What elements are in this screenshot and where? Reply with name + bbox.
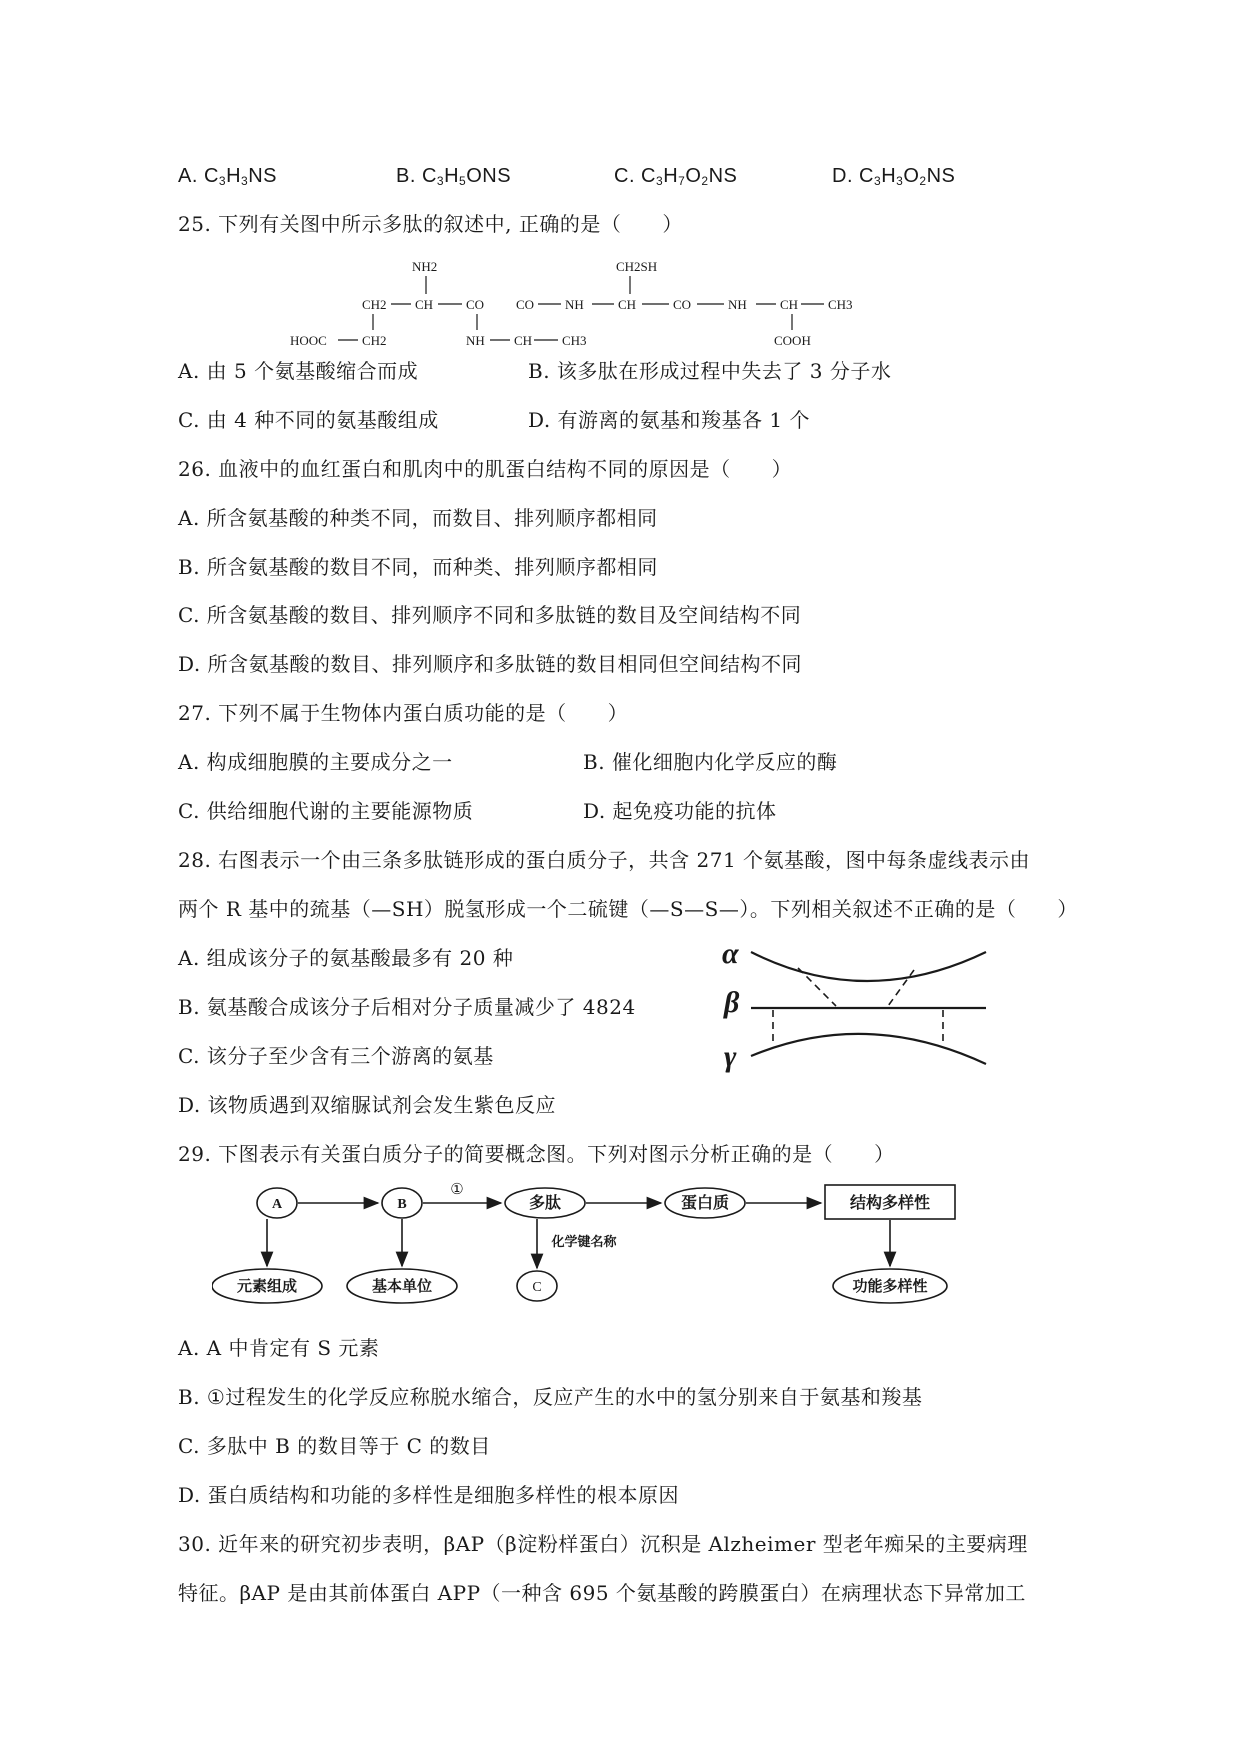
- q27-option-a: A. 构成细胞膜的主要成分之一: [178, 750, 453, 774]
- step-1-label: ①: [450, 1182, 464, 1198]
- formula-nh-c: NH: [728, 297, 747, 312]
- q29-option-c: C. 多肽中 B 的数目等于 C 的数目: [178, 1434, 491, 1458]
- formula-ch3-c: CH3: [828, 297, 853, 312]
- disulfide-bond-2: [888, 970, 914, 1006]
- node-elements-label: 元素组成: [236, 1279, 298, 1295]
- formula-ch-d: CH: [514, 333, 533, 348]
- gamma-chain: [751, 1034, 986, 1064]
- bond-name-label: 化学键名称: [551, 1234, 617, 1249]
- q24-option-c: C. $C_3H_7O_2NS$: [614, 165, 738, 188]
- q24-option-d: D. $C_3H_3O_2NS$: [832, 165, 956, 188]
- formula-nh-b: NH: [565, 297, 584, 312]
- q29-option-d: D. 蛋白质结构和功能的多样性是细胞多样性的根本原因: [178, 1483, 680, 1507]
- q25-option-d: D. 有游离的氨基和羧基各 1 个: [528, 408, 810, 432]
- node-c-label: C: [532, 1280, 542, 1295]
- formula-ch-c: CH: [780, 297, 799, 312]
- q24-option-a: A. $C_3H_3NS$: [178, 165, 278, 188]
- q26-stem: 26. 血液中的血红蛋白和肌肉中的肌蛋白结构不同的原因是（ ）: [178, 457, 793, 481]
- polypeptide-structure-formula: [280, 256, 880, 356]
- q29-option-a: A. A 中肯定有 S 元素: [178, 1336, 380, 1360]
- protein-chains-figure: [736, 938, 996, 1078]
- q25-option-b: B. 该多肽在形成过程中失去了 3 分子水: [528, 359, 892, 383]
- alpha-chain-label: α: [722, 937, 739, 970]
- formula-nh-d: NH: [466, 333, 485, 348]
- q26-option-d: D. 所含氨基酸的数目、排列顺序和多肽链的数目相同但空间结构不同: [178, 652, 803, 676]
- q28-stem-line1: 28. 右图表示一个由三条多肽链形成的蛋白质分子，共含 271 个氨基酸，图中每条虚线表示由: [178, 848, 1031, 872]
- formula-co-c: CO: [673, 297, 692, 312]
- node-structural-diversity-label: 结构多样性: [849, 1195, 931, 1212]
- formula-ch3-d: CH3: [562, 333, 587, 348]
- node-peptide-label: 多肽: [528, 1195, 562, 1212]
- q28-stem-line2: 两个 R 基中的巯基（—SH）脱氢形成一个二硫键（—S—S—）。下列相关叙述不正确的是（ ）: [178, 897, 1078, 921]
- disulfide-bond-1: [798, 968, 836, 1006]
- formula-ch2-a: CH2: [362, 297, 387, 312]
- q27-option-b: B. 催化细胞内化学反应的酶: [583, 750, 838, 774]
- formula-co-b: CO: [516, 297, 535, 312]
- beta-chain-label: β: [724, 986, 740, 1019]
- q27-stem: 27. 下列不属于生物体内蛋白质功能的是（ ）: [178, 701, 629, 725]
- formula-co-a: CO: [466, 297, 485, 312]
- q25-option-a: A. 由 5 个氨基酸缩合而成: [178, 359, 419, 383]
- q26-option-c: C. 所含氨基酸的数目、排列顺序不同和多肽链的数目及空间结构不同: [178, 603, 802, 627]
- gamma-chain-label: γ: [724, 1040, 737, 1073]
- formula-nh2: NH2: [412, 259, 438, 274]
- q28-option-b: B. 氨基酸合成该分子后相对分子质量减少了 4824: [178, 995, 636, 1019]
- formula-ch-b: CH: [618, 297, 637, 312]
- q26-option-a: A. 所含氨基酸的种类不同，而数目、排列顺序都相同: [178, 506, 658, 530]
- q30-text-line2: 特征。βAP 是由其前体蛋白 APP（一种含 695 个氨基酸的跨膜蛋白）在病理状态下异常加工: [178, 1581, 1026, 1605]
- q28-option-c: C. 该分子至少含有三个游离的氨基: [178, 1044, 494, 1068]
- node-a-label: A: [271, 1197, 283, 1212]
- node-b-label: B: [397, 1197, 407, 1212]
- node-basic-unit-label: 基本单位: [371, 1279, 433, 1295]
- q28-option-a: A. 组成该分子的氨基酸最多有 20 种: [178, 946, 514, 970]
- q25-stem: 25. 下列有关图中所示多肽的叙述中, 正确的是（ ）: [178, 212, 683, 236]
- q27-option-d: D. 起免疫功能的抗体: [583, 799, 777, 823]
- q29-option-b: B. ①过程发生的化学反应称脱水缩合，反应产生的水中的氢分别来自于氨基和羧基: [178, 1385, 923, 1409]
- formula-ch-a: CH: [415, 297, 434, 312]
- protein-concept-map: [212, 1180, 972, 1310]
- formula-cooh: COOH: [774, 333, 811, 348]
- formula-hooc: HOOC: [290, 333, 327, 348]
- q28-option-d: D. 该物质遇到双缩脲试剂会发生紫色反应: [178, 1093, 557, 1117]
- q26-option-b: B. 所含氨基酸的数目不同，而种类、排列顺序都相同: [178, 555, 658, 579]
- q27-option-c: C. 供给细胞代谢的主要能源物质: [178, 799, 474, 823]
- formula-ch2-b: CH2: [362, 333, 387, 348]
- alpha-chain: [751, 952, 986, 981]
- q24-option-b: B. $C_3H_5ONS$: [396, 165, 512, 188]
- node-protein-label: 蛋白质: [680, 1195, 730, 1212]
- node-functional-diversity-label: 功能多样性: [852, 1279, 928, 1295]
- q30-text-line1: 30. 近年来的研究初步表明，βAP（β淀粉样蛋白）沉积是 Alzheimer 型老年痴呆的主要病理: [178, 1532, 1028, 1556]
- q29-stem: 29. 下图表示有关蛋白质分子的简要概念图。下列对图示分析正确的是（ ）: [178, 1142, 895, 1166]
- formula-ch2sh: CH2SH: [616, 259, 658, 274]
- q25-option-c: C. 由 4 种不同的氨基酸组成: [178, 408, 439, 432]
